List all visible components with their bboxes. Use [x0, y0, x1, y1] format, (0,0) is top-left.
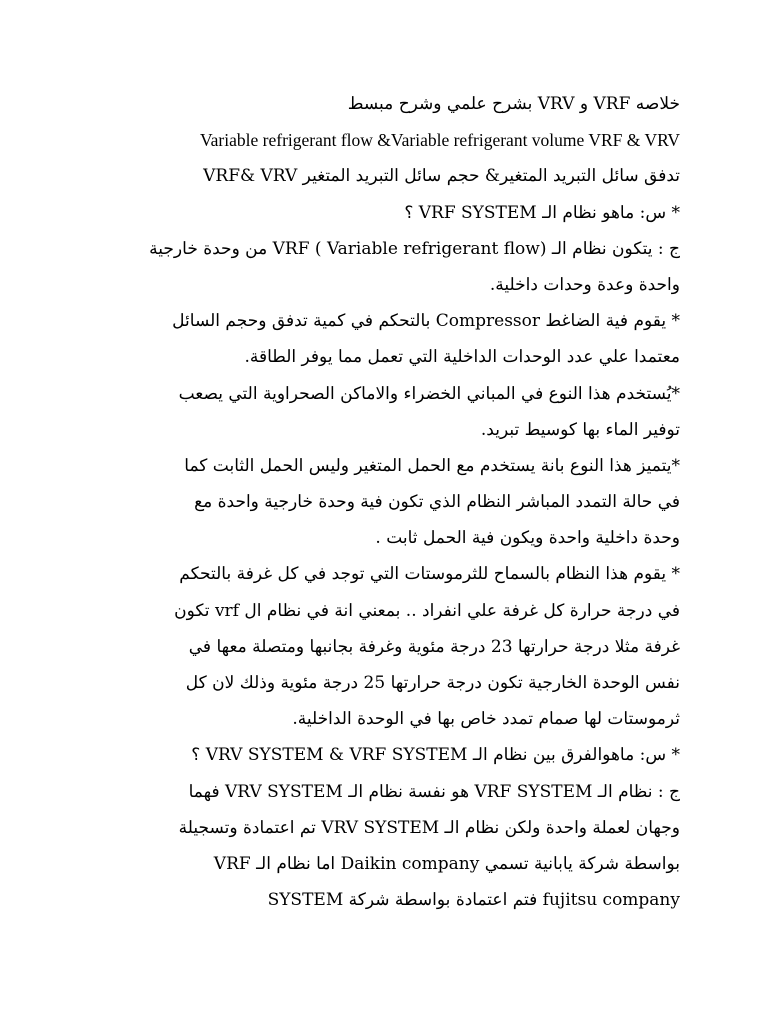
paragraph-line: * يقوم هذا النظام بالسماح للثرموستات التي توجد في كل غرفة بالتحكم: [179, 564, 680, 585]
paragraph-line: * يقوم فية الضاغط Compressor بالتحكم في كمية تدفق وحجم السائل: [172, 311, 680, 332]
paragraph-line: *يتميز هذا النوع بانة يستخدم مع الحمل المتغير وليس الحمل الثابت كما: [184, 455, 680, 476]
paragraph-line: وجهان لعملة واحدة ولكن نظام الـ VRV SYSTEM تم اعتمادة وتسجيلة: [178, 817, 680, 838]
paragraph-line: واحدة وعدة وحدات داخلية.: [489, 274, 680, 295]
paragraph-line: ثرموستات لها صمام تمدد خاص بها في الوحدة الداخلية.: [292, 709, 680, 730]
paragraph-line: *يُستخدم هذا النوع في المباني الخضراء والاماكن الصحراوية التي يصعب: [178, 383, 680, 404]
question-vrf-line: * س: ماهو نظام الـ VRF SYSTEM ؟: [404, 202, 680, 223]
question-difference-line: * س: ماهوالفرق بين نظام الـ VRV SYSTEM & VRF SYSTEM ؟: [191, 745, 680, 766]
paragraph-line: SYSTEM فتم اعتمادة بواسطة شركة fujitsu company: [267, 890, 680, 911]
document-body: [90, 86, 680, 918]
paragraph-line: في درجة حرارة كل غرفة علي انفراد .. بمعني انة في نظام ال vrf تكون: [174, 600, 680, 621]
english-terms-line: Variable refrigerant flow &Variable refrigerant volume VRF & VRV: [199, 130, 680, 151]
paragraph-line: غرفة مثلا درجة حرارتها 23 درجة مئوية وغرفة بجانبها ومتصلة معها في: [188, 636, 680, 657]
paragraph-line: نفس الوحدة الخارجية تكون درجة حرارتها 25 درجة مئوية وذلك لان كل: [185, 673, 680, 693]
paragraph-line: معتمدا علي عدد الوحدات الداخلية التي تعمل مما يوفر الطاقة.: [244, 347, 680, 368]
paragraph-line: وحدة داخلية واحدة ويكون فية الحمل ثابت .: [375, 528, 680, 549]
answer-line: ج : يتكون نظام الـ VRF ( Variable refrigerant flow) من وحدة خارجية: [149, 238, 680, 259]
paragraph-line: بواسطة شركة يابانية تسمي Daikin company اما نظام الـ VRF: [213, 853, 680, 874]
paragraph-line: توفير الماء بها كوسيط تبريد.: [480, 419, 680, 440]
answer-difference-line: ج : نظام الـ VRF SYSTEM هو نفسة نظام الـ VRV SYSTEM فهما: [188, 781, 680, 802]
title-line: خلاصه VRF و VRV بشرح علمي وشرح مبسط: [347, 94, 680, 114]
arabic-terms-line: تدفق سائل التبريد المتغير& حجم سائل التبريد المتغير VRF& VRV: [203, 166, 680, 187]
paragraph-line: في حالة التمدد المباشر النظام الذي تكون فية وحدة خارجية واحدة مع: [194, 492, 680, 513]
